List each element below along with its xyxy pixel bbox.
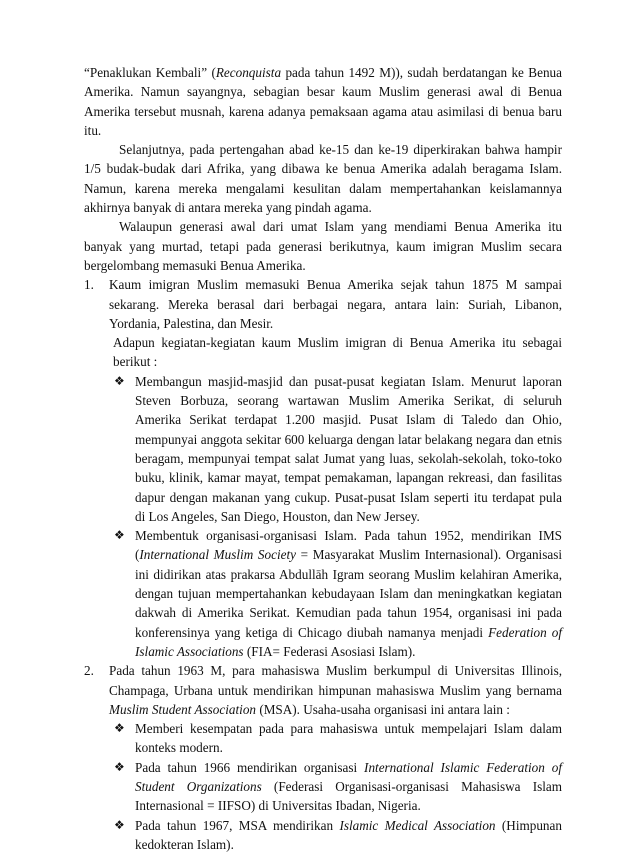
term-ims: International Muslim Society (139, 547, 296, 563)
paragraph-african-slaves: Selanjutnya, pada pertengahan abad ke-15 dan ke-19 diperkirakan bahwa hampir 1/5 budak-budak dari Afrika, yang dibawa ke benua Amerika adalah beragama Islam. Namun, karena mereka mengalami kesulitan dalam mempertahankan keislamannya akhirnya banyak di antara mereka yang pindah agama. (84, 142, 562, 216)
bullet-list-msa-efforts (111, 719, 562, 854)
bullet-item-mosques: ❖ Membangun masjid-masjid dan pusat-pusat kegiatan Islam. Menurut laporan Steven Borbuza, seorang wartawan Muslim Amerika Serikat, di seluruh Amerika Serikat terdapat 1.200 masjid. Pusat Islam di Taledo dan Ohio, mempunyai anggota sekitar 600 keluarga dengan latar belakang negara dan etnis beragam, mempunyai tempat salat Jumat yang luas, sekolah-sekolah, toko-toko buku, klinik, kamar mayat, tempat pemakaman, lapangan rekreasi, dan fasilitas dapur dengan makanan yang cukup. Pusat-pusat Islam seperti itu terdapat pula di Los Angeles, San Diego, Houston, dan New Jersey. (114, 373, 562, 524)
term-msa: Muslim Student Association (109, 701, 257, 717)
activities-intro: Adapun kegiatan-kegiatan kaum Muslim imigran di Benua Amerika itu sebagai berikut : (113, 335, 562, 370)
bullet-item-modern-context: ❖ Memberi kesempatan pada para mahasiswa untuk mempelajari Islam dalam konteks modern. (114, 721, 562, 756)
list-item-1 (84, 275, 562, 661)
term-fia: Federation of Islamic Associations (135, 624, 563, 659)
diamond-bullet-icon: ❖ (114, 759, 125, 774)
document-body (84, 63, 562, 854)
list-item-2-text: Pada tahun 1963 M, para mahasiswa Muslim berkumpul di Universitas Illinois, Champaga, Urbana untuk mendirikan himpunan mahasiswa Muslim yang bernama Muslim Student Association (MSA). Usaha-usaha organisasi ini antara lain : (109, 663, 562, 717)
diamond-bullet-icon: ❖ (114, 721, 125, 736)
bullet-item-medical-association: ❖ Pada tahun 1967, MSA mendirikan Islamic Medical Association (Himpunan kedokteran Islam). (114, 817, 562, 852)
list-number: 1. (84, 277, 94, 293)
bullet-item-iifso: ❖ Pada tahun 1966 mendirikan organisasi International Islamic Federation of Student Organizations (Federasi Organisasi-organisasi Mahasiswa Islam Internasional = IIFSO) di Universitas Ibadan, Nigeria. (114, 759, 562, 814)
term-reconquista: Reconquista (215, 65, 282, 80)
diamond-bullet-icon: ❖ (114, 528, 125, 543)
diamond-bullet-icon: ❖ (114, 817, 125, 832)
paragraph-immigrant-waves: Walaupun generasi awal dari umat Islam yang mendiami Benua Amerika itu banyak yang murtad, tetapi pada generasi berikutnya, kaum imigran Muslim secara bergelombang memasuki Benua Amerika. (84, 219, 562, 273)
term-iifso: International Islamic Federation of Student Organizations (135, 759, 562, 794)
list-item-2 (84, 661, 562, 854)
list-number: 2. (84, 663, 94, 679)
bullet-item-organizations: ❖ Membentuk organisasi-organisasi Islam. Pada tahun 1952, mendirikan IMS (International Muslim Society = Masyarakat Muslim Internasional). Organisasi ini didirikan atas prakarsa Abdullāh Igram seorang Muslim kelahiran Amerika, dengan tujuan mempertahankan kebudayaan Islam dan meningkatkan kegiatan dakwah di Amerika Serikat. Kemudian pada tahun 1954, organisasi ini pada konferensinya yang ketiga di Chicago diubah namanya menjadi Federation of Islamic Associations (FIA= Federasi Asosiasi Islam). (114, 528, 563, 659)
numbered-list (84, 275, 562, 854)
bullet-list-activities (111, 372, 562, 661)
paragraph-reconquista: “Penaklukan Kembali” (Reconquista pada tahun 1492 M)), sudah berdatangan ke Benua Amerika. Namun sayangnya, sebagian besar kaum Muslim generasi awal di Benua Amerika tersebut musnah, karena adanya pemaksaan agama atau asimilasi di benua baru itu. (84, 65, 562, 138)
diamond-bullet-icon: ❖ (114, 373, 125, 388)
term-ima: Islamic Medical Association (339, 817, 496, 833)
list-item-1-text: Kaum imigran Muslim memasuki Benua Amerika sejak tahun 1875 M sampai sekarang. Mereka berasal dari berbagai negara, antara lain: Suriah, Libanon, Yordania, Palestina, dan Mesir. (109, 277, 562, 331)
